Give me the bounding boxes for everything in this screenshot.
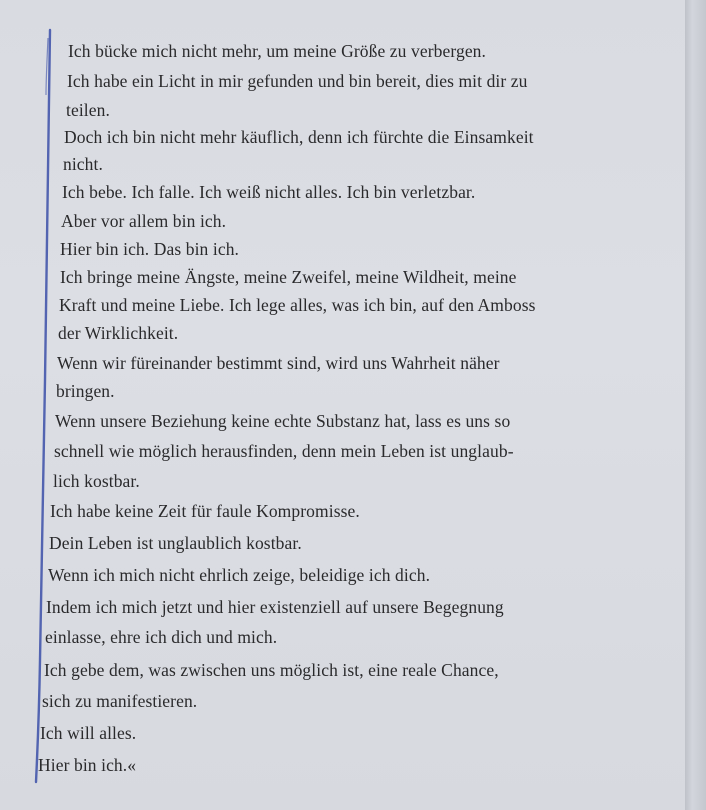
poem-line: Doch ich bin nicht mehr käuflich, denn ich fürchte die Einsamkeit bbox=[64, 127, 534, 147]
poem-line: Ich bücke mich nicht mehr, um meine Größe zu verbergen. bbox=[68, 41, 487, 61]
poem-line: Wenn wir füreinander bestimmt sind, wird uns Wahrheit näher bbox=[57, 353, 500, 373]
poem-line: Hier bin ich. Das bin ich. bbox=[60, 239, 240, 259]
poem-line: Ich bebe. Ich falle. Ich weiß nicht alles. Ich bin verletzbar. bbox=[62, 182, 476, 202]
poem-line: einlasse, ehre ich dich und mich. bbox=[45, 627, 278, 647]
poem-line: Wenn unsere Beziehung keine echte Substanz hat, lass es uns so bbox=[55, 411, 511, 431]
poem-line: Dein Leben ist unglaublich kostbar. bbox=[49, 533, 302, 553]
poem-line: Aber vor allem bin ich. bbox=[61, 211, 227, 231]
poem-line: Kraft und meine Liebe. Ich lege alles, was ich bin, auf den Amboss bbox=[59, 295, 536, 315]
poem-line: schnell wie möglich herausfinden, denn mein Leben ist unglaub- bbox=[54, 441, 514, 461]
poem-line: Ich will alles. bbox=[40, 723, 137, 743]
poem-line: bringen. bbox=[56, 381, 115, 401]
poem-line: sich zu manifestieren. bbox=[42, 691, 198, 711]
poem-line: Wenn ich mich nicht ehrlich zeige, beleidige ich dich. bbox=[48, 565, 431, 585]
poem-line: Ich habe ein Licht in mir gefunden und bin bereit, dies mit dir zu bbox=[67, 71, 528, 91]
poem-line: Ich habe keine Zeit für faule Kompromisse. bbox=[50, 501, 360, 521]
poem-line: Indem ich mich jetzt und hier existenziell auf unsere Begegnung bbox=[46, 597, 504, 617]
poem-line: Hier bin ich.« bbox=[38, 755, 137, 775]
poem-line: Ich gebe dem, was zwischen uns möglich ist, eine reale Chance, bbox=[44, 660, 499, 680]
poem-line: lich kostbar. bbox=[53, 471, 140, 491]
poem-line: der Wirklichkeit. bbox=[58, 323, 179, 343]
poem-line: teilen. bbox=[66, 100, 110, 120]
poem-line: nicht. bbox=[63, 154, 103, 174]
poem-line: Ich bringe meine Ängste, meine Zweifel, meine Wildheit, meine bbox=[60, 267, 517, 287]
book-page-edge bbox=[685, 0, 706, 810]
